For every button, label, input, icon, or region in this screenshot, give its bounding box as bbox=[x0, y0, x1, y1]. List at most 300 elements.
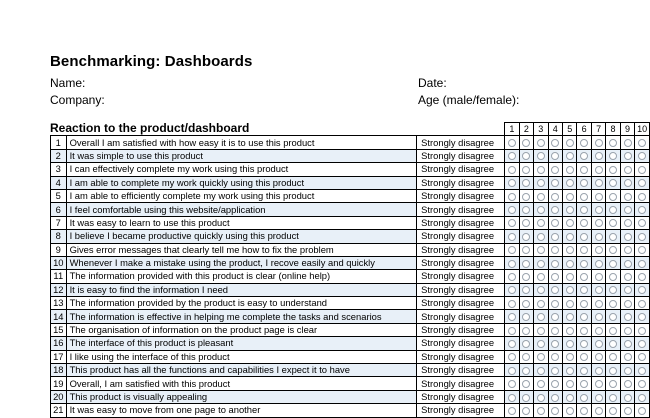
rating-radio-2[interactable] bbox=[522, 394, 530, 402]
question-row bbox=[51, 297, 650, 310]
rating-radio-2[interactable] bbox=[522, 313, 530, 321]
rating-radio-9[interactable] bbox=[624, 273, 632, 281]
rating-radio-10[interactable] bbox=[638, 407, 646, 415]
rating-radio-1[interactable] bbox=[508, 286, 516, 294]
rating-cell bbox=[591, 297, 605, 310]
question-text: I feel comfortable using this website/application bbox=[66, 203, 417, 216]
rating-radio-9[interactable] bbox=[624, 193, 632, 201]
rating-radio-5[interactable] bbox=[566, 206, 574, 214]
rating-radio-6[interactable] bbox=[580, 367, 588, 375]
rating-radio-10[interactable] bbox=[638, 219, 646, 227]
rating-radio-9[interactable] bbox=[624, 300, 632, 308]
rating-radio-7[interactable] bbox=[595, 300, 603, 308]
rating-radio-3[interactable] bbox=[537, 219, 545, 227]
rating-cell bbox=[577, 189, 591, 202]
rating-radio-3[interactable] bbox=[537, 139, 545, 147]
rating-radio-6[interactable] bbox=[580, 313, 588, 321]
rating-cell bbox=[620, 256, 634, 269]
rating-cell bbox=[606, 136, 620, 149]
question-row bbox=[51, 377, 650, 390]
rating-radio-1[interactable] bbox=[508, 166, 516, 174]
rating-radio-1[interactable] bbox=[508, 367, 516, 375]
rating-radio-4[interactable] bbox=[551, 353, 559, 361]
rating-radio-6[interactable] bbox=[580, 179, 588, 187]
rating-cell bbox=[519, 364, 533, 377]
question-text: The information provided with this product is clear (online help) bbox=[66, 270, 417, 283]
rating-radio-10[interactable] bbox=[638, 380, 646, 388]
rating-cell bbox=[577, 216, 591, 229]
rating-radio-4[interactable] bbox=[551, 152, 559, 160]
rating-radio-9[interactable] bbox=[624, 260, 632, 268]
rating-cell bbox=[635, 377, 650, 390]
question-number: 16 bbox=[51, 337, 67, 350]
rating-radio-7[interactable] bbox=[595, 139, 603, 147]
rating-cell bbox=[635, 337, 650, 350]
rating-radio-6[interactable] bbox=[580, 246, 588, 254]
rating-radio-10[interactable] bbox=[638, 246, 646, 254]
rating-radio-10[interactable] bbox=[638, 193, 646, 201]
rating-radio-3[interactable] bbox=[537, 179, 545, 187]
rating-radio-3[interactable] bbox=[537, 260, 545, 268]
rating-radio-2[interactable] bbox=[522, 367, 530, 375]
rating-radio-8[interactable] bbox=[609, 367, 617, 375]
rating-radio-9[interactable] bbox=[624, 206, 632, 214]
rating-radio-8[interactable] bbox=[609, 380, 617, 388]
rating-radio-9[interactable] bbox=[624, 219, 632, 227]
rating-cell bbox=[635, 390, 650, 403]
rating-cell bbox=[606, 189, 620, 202]
anchor-label: Strongly disagree bbox=[417, 323, 505, 336]
rating-radio-10[interactable] bbox=[638, 179, 646, 187]
rating-radio-2[interactable] bbox=[522, 300, 530, 308]
rating-radio-7[interactable] bbox=[595, 394, 603, 402]
rating-radio-5[interactable] bbox=[566, 353, 574, 361]
rating-radio-5[interactable] bbox=[566, 273, 574, 281]
rating-radio-10[interactable] bbox=[638, 286, 646, 294]
rating-radio-10[interactable] bbox=[638, 273, 646, 281]
rating-cell bbox=[577, 163, 591, 176]
rating-cell bbox=[635, 189, 650, 202]
rating-cell bbox=[635, 364, 650, 377]
rating-radio-2[interactable] bbox=[522, 139, 530, 147]
rating-radio-10[interactable] bbox=[638, 300, 646, 308]
survey-table bbox=[50, 122, 650, 418]
rating-radio-6[interactable] bbox=[580, 233, 588, 241]
rating-radio-8[interactable] bbox=[609, 353, 617, 361]
rating-radio-1[interactable] bbox=[508, 407, 516, 415]
question-row bbox=[51, 243, 650, 256]
rating-radio-4[interactable] bbox=[551, 246, 559, 254]
rating-cell bbox=[591, 283, 605, 296]
rating-radio-8[interactable] bbox=[609, 407, 617, 415]
rating-cell bbox=[635, 136, 650, 149]
rating-radio-2[interactable] bbox=[522, 340, 530, 348]
rating-cell bbox=[505, 404, 519, 417]
rating-radio-8[interactable] bbox=[609, 246, 617, 254]
rating-radio-2[interactable] bbox=[522, 219, 530, 227]
rating-radio-10[interactable] bbox=[638, 353, 646, 361]
rating-cell bbox=[519, 350, 533, 363]
rating-radio-8[interactable] bbox=[609, 340, 617, 348]
rating-cell bbox=[577, 230, 591, 243]
rating-radio-7[interactable] bbox=[595, 327, 603, 335]
question-row bbox=[51, 203, 650, 216]
rating-radio-5[interactable] bbox=[566, 313, 574, 321]
rating-radio-2[interactable] bbox=[522, 206, 530, 214]
rating-radio-9[interactable] bbox=[624, 394, 632, 402]
rating-radio-6[interactable] bbox=[580, 166, 588, 174]
rating-cell bbox=[505, 203, 519, 216]
rating-radio-1[interactable] bbox=[508, 273, 516, 281]
rating-radio-7[interactable] bbox=[595, 367, 603, 375]
question-number: 2 bbox=[51, 149, 67, 162]
rating-radio-8[interactable] bbox=[609, 139, 617, 147]
question-row bbox=[51, 163, 650, 176]
rating-radio-7[interactable] bbox=[595, 313, 603, 321]
rating-radio-6[interactable] bbox=[580, 219, 588, 227]
question-text: It was easy to learn to use this product bbox=[66, 216, 417, 229]
rating-radio-5[interactable] bbox=[566, 179, 574, 187]
rating-radio-4[interactable] bbox=[551, 407, 559, 415]
rating-radio-4[interactable] bbox=[551, 139, 559, 147]
rating-cell bbox=[591, 377, 605, 390]
rating-radio-8[interactable] bbox=[609, 327, 617, 335]
rating-radio-7[interactable] bbox=[595, 219, 603, 227]
rating-radio-3[interactable] bbox=[537, 233, 545, 241]
rating-radio-3[interactable] bbox=[537, 193, 545, 201]
rating-cell bbox=[577, 364, 591, 377]
rating-radio-9[interactable] bbox=[624, 407, 632, 415]
rating-radio-7[interactable] bbox=[595, 353, 603, 361]
rating-radio-2[interactable] bbox=[522, 179, 530, 187]
rating-radio-2[interactable] bbox=[522, 407, 530, 415]
rating-cell bbox=[635, 243, 650, 256]
rating-radio-10[interactable] bbox=[638, 260, 646, 268]
rating-cell bbox=[562, 310, 576, 323]
rating-radio-2[interactable] bbox=[522, 233, 530, 241]
question-row bbox=[51, 390, 650, 403]
rating-cell bbox=[577, 310, 591, 323]
rating-radio-8[interactable] bbox=[609, 152, 617, 160]
rating-radio-9[interactable] bbox=[624, 380, 632, 388]
rating-cell bbox=[606, 337, 620, 350]
rating-radio-4[interactable] bbox=[551, 233, 559, 241]
rating-radio-8[interactable] bbox=[609, 233, 617, 241]
rating-radio-8[interactable] bbox=[609, 313, 617, 321]
rating-radio-1[interactable] bbox=[508, 233, 516, 241]
rating-cell bbox=[562, 163, 576, 176]
header-spacer bbox=[417, 123, 505, 136]
rating-radio-4[interactable] bbox=[551, 219, 559, 227]
rating-radio-9[interactable] bbox=[624, 139, 632, 147]
rating-radio-3[interactable] bbox=[537, 246, 545, 254]
rating-radio-6[interactable] bbox=[580, 273, 588, 281]
rating-radio-5[interactable] bbox=[566, 246, 574, 254]
rating-radio-1[interactable] bbox=[508, 353, 516, 361]
rating-radio-7[interactable] bbox=[595, 246, 603, 254]
rating-radio-4[interactable] bbox=[551, 179, 559, 187]
rating-radio-10[interactable] bbox=[638, 166, 646, 174]
rating-radio-5[interactable] bbox=[566, 367, 574, 375]
rating-radio-3[interactable] bbox=[537, 394, 545, 402]
scale-header-4: 4 bbox=[548, 123, 562, 136]
rating-radio-6[interactable] bbox=[580, 286, 588, 294]
rating-radio-1[interactable] bbox=[508, 380, 516, 388]
rating-radio-4[interactable] bbox=[551, 166, 559, 174]
question-number: 18 bbox=[51, 364, 67, 377]
rating-cell bbox=[606, 270, 620, 283]
rating-radio-5[interactable] bbox=[566, 380, 574, 388]
rating-radio-3[interactable] bbox=[537, 206, 545, 214]
rating-radio-6[interactable] bbox=[580, 407, 588, 415]
rating-cell bbox=[519, 136, 533, 149]
rating-radio-2[interactable] bbox=[522, 353, 530, 361]
rating-cell bbox=[635, 163, 650, 176]
question-text: I like using the interface of this product bbox=[66, 350, 417, 363]
rating-cell bbox=[519, 149, 533, 162]
rating-radio-6[interactable] bbox=[580, 152, 588, 160]
rating-radio-4[interactable] bbox=[551, 300, 559, 308]
rating-cell bbox=[548, 256, 562, 269]
rating-radio-3[interactable] bbox=[537, 152, 545, 160]
rating-radio-4[interactable] bbox=[551, 206, 559, 214]
rating-radio-6[interactable] bbox=[580, 206, 588, 214]
rating-radio-2[interactable] bbox=[522, 166, 530, 174]
question-row bbox=[51, 136, 650, 149]
rating-radio-9[interactable] bbox=[624, 327, 632, 335]
question-row bbox=[51, 149, 650, 162]
rating-radio-2[interactable] bbox=[522, 286, 530, 294]
rating-radio-7[interactable] bbox=[595, 166, 603, 174]
rating-radio-5[interactable] bbox=[566, 166, 574, 174]
rating-radio-7[interactable] bbox=[595, 206, 603, 214]
anchor-label: Strongly disagree bbox=[417, 364, 505, 377]
rating-cell bbox=[591, 176, 605, 189]
rating-cell bbox=[591, 270, 605, 283]
rating-radio-4[interactable] bbox=[551, 327, 559, 335]
rating-radio-9[interactable] bbox=[624, 340, 632, 348]
rating-radio-4[interactable] bbox=[551, 286, 559, 294]
rating-radio-8[interactable] bbox=[609, 394, 617, 402]
rating-radio-5[interactable] bbox=[566, 219, 574, 227]
rating-radio-2[interactable] bbox=[522, 380, 530, 388]
rating-cell bbox=[620, 364, 634, 377]
rating-cell bbox=[606, 256, 620, 269]
rating-radio-6[interactable] bbox=[580, 139, 588, 147]
rating-radio-7[interactable] bbox=[595, 233, 603, 241]
rating-radio-3[interactable] bbox=[537, 340, 545, 348]
rating-radio-1[interactable] bbox=[508, 300, 516, 308]
rating-radio-9[interactable] bbox=[624, 286, 632, 294]
rating-cell bbox=[548, 377, 562, 390]
rating-cell bbox=[562, 337, 576, 350]
rating-cell bbox=[562, 136, 576, 149]
rating-radio-7[interactable] bbox=[595, 152, 603, 160]
rating-radio-1[interactable] bbox=[508, 206, 516, 214]
rating-radio-1[interactable] bbox=[508, 152, 516, 160]
rating-radio-5[interactable] bbox=[566, 152, 574, 160]
rating-radio-5[interactable] bbox=[566, 139, 574, 147]
rating-cell bbox=[548, 136, 562, 149]
rating-cell bbox=[562, 256, 576, 269]
rating-radio-9[interactable] bbox=[624, 313, 632, 321]
rating-radio-1[interactable] bbox=[508, 327, 516, 335]
question-row bbox=[51, 283, 650, 296]
rating-radio-6[interactable] bbox=[580, 300, 588, 308]
rating-cell bbox=[606, 377, 620, 390]
rating-radio-8[interactable] bbox=[609, 206, 617, 214]
rating-cell bbox=[519, 230, 533, 243]
rating-cell bbox=[548, 390, 562, 403]
rating-radio-10[interactable] bbox=[638, 394, 646, 402]
rating-radio-5[interactable] bbox=[566, 233, 574, 241]
rating-radio-3[interactable] bbox=[537, 286, 545, 294]
rating-cell bbox=[505, 136, 519, 149]
rating-radio-1[interactable] bbox=[508, 313, 516, 321]
question-text: The information provided by the product is easy to understand bbox=[66, 297, 417, 310]
rating-radio-3[interactable] bbox=[537, 367, 545, 375]
rating-radio-8[interactable] bbox=[609, 179, 617, 187]
rating-radio-7[interactable] bbox=[595, 286, 603, 294]
rating-radio-4[interactable] bbox=[551, 260, 559, 268]
rating-cell bbox=[534, 310, 548, 323]
rating-radio-4[interactable] bbox=[551, 313, 559, 321]
rating-radio-1[interactable] bbox=[508, 219, 516, 227]
rating-radio-4[interactable] bbox=[551, 193, 559, 201]
rating-radio-2[interactable] bbox=[522, 246, 530, 254]
rating-radio-5[interactable] bbox=[566, 340, 574, 348]
rating-radio-1[interactable] bbox=[508, 179, 516, 187]
anchor-label: Strongly disagree bbox=[417, 163, 505, 176]
rating-radio-10[interactable] bbox=[638, 367, 646, 375]
rating-cell bbox=[591, 350, 605, 363]
rating-radio-8[interactable] bbox=[609, 273, 617, 281]
anchor-label: Strongly disagree bbox=[417, 149, 505, 162]
rating-radio-5[interactable] bbox=[566, 286, 574, 294]
rating-radio-7[interactable] bbox=[595, 340, 603, 348]
rating-radio-10[interactable] bbox=[638, 233, 646, 241]
rating-radio-3[interactable] bbox=[537, 327, 545, 335]
rating-radio-8[interactable] bbox=[609, 286, 617, 294]
rating-radio-9[interactable] bbox=[624, 166, 632, 174]
rating-radio-5[interactable] bbox=[566, 300, 574, 308]
rating-radio-3[interactable] bbox=[537, 313, 545, 321]
rating-radio-8[interactable] bbox=[609, 219, 617, 227]
rating-radio-1[interactable] bbox=[508, 246, 516, 254]
question-number: 15 bbox=[51, 323, 67, 336]
rating-radio-10[interactable] bbox=[638, 206, 646, 214]
rating-cell bbox=[562, 203, 576, 216]
rating-cell bbox=[606, 149, 620, 162]
rating-radio-2[interactable] bbox=[522, 327, 530, 335]
rating-radio-6[interactable] bbox=[580, 340, 588, 348]
rating-cell bbox=[620, 230, 634, 243]
rating-radio-3[interactable] bbox=[537, 166, 545, 174]
rating-radio-6[interactable] bbox=[580, 380, 588, 388]
rating-radio-3[interactable] bbox=[537, 273, 545, 281]
rating-radio-2[interactable] bbox=[522, 273, 530, 281]
rating-radio-7[interactable] bbox=[595, 179, 603, 187]
rating-radio-4[interactable] bbox=[551, 367, 559, 375]
rating-radio-8[interactable] bbox=[609, 193, 617, 201]
rating-radio-10[interactable] bbox=[638, 139, 646, 147]
rating-radio-6[interactable] bbox=[580, 193, 588, 201]
question-text: Whenever I make a mistake using the product, I recove easily and quickly bbox=[66, 256, 417, 269]
rating-radio-4[interactable] bbox=[551, 380, 559, 388]
rating-radio-7[interactable] bbox=[595, 407, 603, 415]
rating-radio-7[interactable] bbox=[595, 380, 603, 388]
rating-cell bbox=[577, 176, 591, 189]
question-text: Overall, I am satisfied with this product bbox=[66, 377, 417, 390]
name-label: Name: bbox=[50, 76, 86, 90]
rating-radio-8[interactable] bbox=[609, 166, 617, 174]
rating-radio-6[interactable] bbox=[580, 394, 588, 402]
rating-radio-1[interactable] bbox=[508, 139, 516, 147]
rating-radio-3[interactable] bbox=[537, 380, 545, 388]
rating-radio-1[interactable] bbox=[508, 394, 516, 402]
question-text: It is easy to find the information I need bbox=[66, 283, 417, 296]
rating-radio-1[interactable] bbox=[508, 340, 516, 348]
rating-radio-3[interactable] bbox=[537, 353, 545, 361]
rating-radio-9[interactable] bbox=[624, 367, 632, 375]
rating-radio-7[interactable] bbox=[595, 260, 603, 268]
rating-radio-5[interactable] bbox=[566, 394, 574, 402]
rating-radio-9[interactable] bbox=[624, 179, 632, 187]
question-row bbox=[51, 270, 650, 283]
rating-radio-9[interactable] bbox=[624, 246, 632, 254]
rating-radio-9[interactable] bbox=[624, 233, 632, 241]
rating-radio-7[interactable] bbox=[595, 273, 603, 281]
rating-radio-2[interactable] bbox=[522, 260, 530, 268]
rating-radio-10[interactable] bbox=[638, 327, 646, 335]
rating-cell bbox=[591, 189, 605, 202]
rating-radio-8[interactable] bbox=[609, 260, 617, 268]
rating-radio-10[interactable] bbox=[638, 152, 646, 160]
rating-radio-1[interactable] bbox=[508, 260, 516, 268]
rating-radio-1[interactable] bbox=[508, 193, 516, 201]
rating-radio-9[interactable] bbox=[624, 152, 632, 160]
rating-radio-9[interactable] bbox=[624, 353, 632, 361]
rating-radio-2[interactable] bbox=[522, 193, 530, 201]
rating-radio-7[interactable] bbox=[595, 193, 603, 201]
rating-radio-2[interactable] bbox=[522, 152, 530, 160]
rating-radio-10[interactable] bbox=[638, 340, 646, 348]
rating-radio-6[interactable] bbox=[580, 353, 588, 361]
rating-cell bbox=[548, 323, 562, 336]
rating-radio-5[interactable] bbox=[566, 407, 574, 415]
rating-radio-6[interactable] bbox=[580, 260, 588, 268]
rating-radio-3[interactable] bbox=[537, 300, 545, 308]
rating-radio-5[interactable] bbox=[566, 260, 574, 268]
rating-radio-4[interactable] bbox=[551, 340, 559, 348]
rating-cell bbox=[577, 203, 591, 216]
rating-radio-5[interactable] bbox=[566, 327, 574, 335]
rating-cell bbox=[505, 243, 519, 256]
rating-radio-8[interactable] bbox=[609, 300, 617, 308]
rating-cell bbox=[620, 390, 634, 403]
scale-header-8: 8 bbox=[606, 123, 620, 136]
rating-radio-3[interactable] bbox=[537, 407, 545, 415]
header-spacer bbox=[51, 123, 67, 136]
rating-radio-5[interactable] bbox=[566, 193, 574, 201]
rating-cell bbox=[519, 176, 533, 189]
rating-radio-6[interactable] bbox=[580, 327, 588, 335]
rating-cell bbox=[519, 189, 533, 202]
rating-cell bbox=[505, 216, 519, 229]
rating-radio-4[interactable] bbox=[551, 273, 559, 281]
rating-radio-10[interactable] bbox=[638, 313, 646, 321]
rating-radio-4[interactable] bbox=[551, 394, 559, 402]
